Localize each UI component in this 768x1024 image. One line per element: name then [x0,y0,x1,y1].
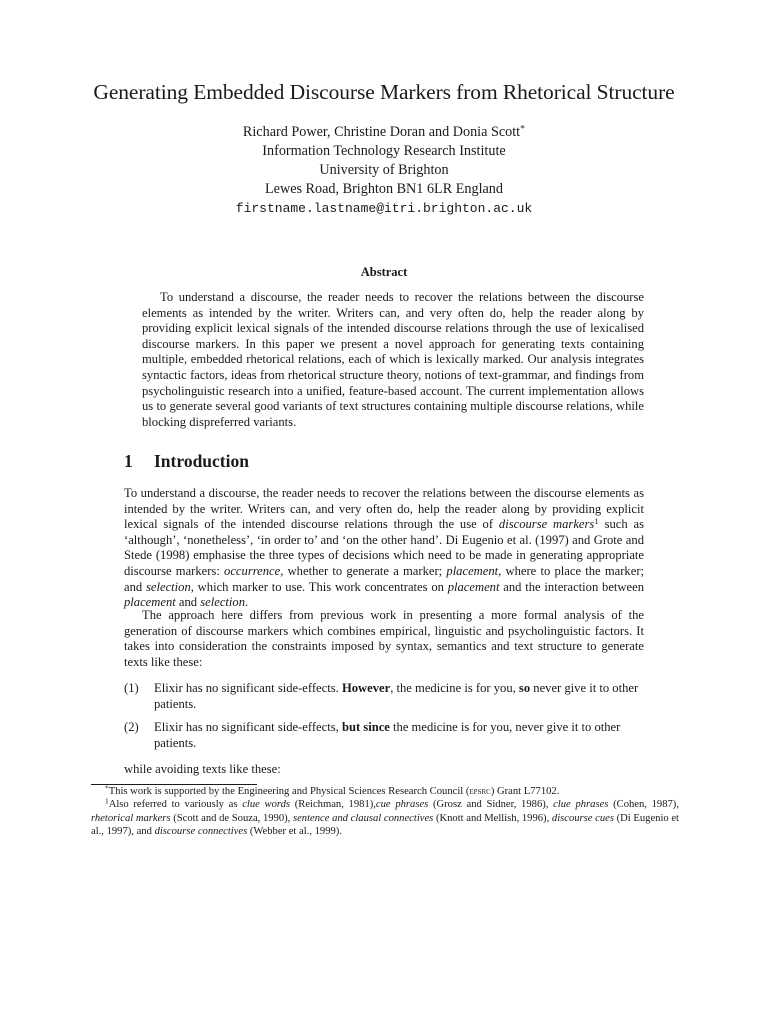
intro-paragraph-1: To understand a discourse, the reader needs to recover the relations between the discourse elements as intended by the writer. Writers can, and very often do, help the reader along by providing explicit lexical signals of the intended discourse relations through the use of discourse markers$^1$ such as ‘although’, ‘nonetheless’, ‘in order to’ and ‘on the other hand’. Di Eugenio et al. (1997) and Grote and Stede (1998) emphasise the three types of decisions which need to be made in generating appropriate discourse markers: occurrence, whether to generate a marker; placement, where to place the marker; and selection, which marker to use. This work concentrates on placement and the interaction between placement and selection. [124,486,645,610]
address: Lewes Road, Brighton BN1 6LR England [264,181,503,197]
university: University of Brighton [319,162,449,178]
section-title: Introduction [154,451,249,471]
author-names: Richard Power, Christine Doran and Donia Scott* [242,123,526,140]
intro-paragraph-2: The approach here differs from previous work in presenting a more formal analysis of the generation of discourse markers which combines empirical, linguistic and psycholinguistic factors. It takes into consideration the constraints imposed by syntax, semantics and text structure to generate texts like these: [124,608,644,669]
term-discourse-markers: discourse markers [498,517,595,532]
abstract-heading: Abstract [360,265,408,279]
example-text: Elixir has no significant side-effects. However, the medicine is for you, so never give it to other patients. [154,681,639,711]
example-label: (2) [124,720,139,734]
example-text: Elixir has no significant side-effects, but since the medicine is for you, never give it to other patients. [154,720,621,750]
intro-paragraph-3: while avoiding texts like these: [124,762,281,776]
section-heading [124,451,249,472]
author-footnote-mark: * [520,123,526,135]
footnote-ref-1: 1 [594,516,599,527]
example-label: (1) [124,681,139,695]
affiliation: Information Technology Research Institute [262,143,506,159]
footnote-funding: *This work is supported by the Engineering and Physical Sciences Research Council (epsrc) Grant L77102. [105,783,560,797]
footnote-1: $^1$Also referred to variously as clue words (Reichman, 1981),cue phrases (Grosz and Sidner, 1986), clue phrases (Cohen, 1987), rhetorical markers (Scott and de Souza, 1990), sentence and clausal connectives (Knott and Mellish, 1996), discourse cues (Di Eugenio et al., 1997), and discourse connectives (Webber et al., 1999). [91,797,680,838]
abstract-text: To understand a discourse, the reader needs to recover the relations between the discourse elements as intended by the writer. Writers can, and very often do, help the reader along by providing explicit lexical signals of the intended discourse relations through the use of lexicalised discourse markers. In this paper we present a novel approach for generating texts containing multiple, embedded rhetorical relations, each of which is lexically marked. Our analysis integrates syntactic factors, ideas from rhetorical structure theory, notions of text-grammar, and findings from psycholinguistic research into a unified, feature-based account. The current implementation allows us to generate several good variants of text structures containing multiple discourse relations, while blocking dispreferred variants. [142,290,644,429]
section-number: 1 [124,451,133,471]
paper-title: Generating Embedded Discourse Markers from Rhetorical Structure [93,80,675,104]
footnotes [91,785,679,839]
author-block [160,123,608,218]
email: firstname.lastname@itri.brighton.ac.uk [235,201,533,216]
